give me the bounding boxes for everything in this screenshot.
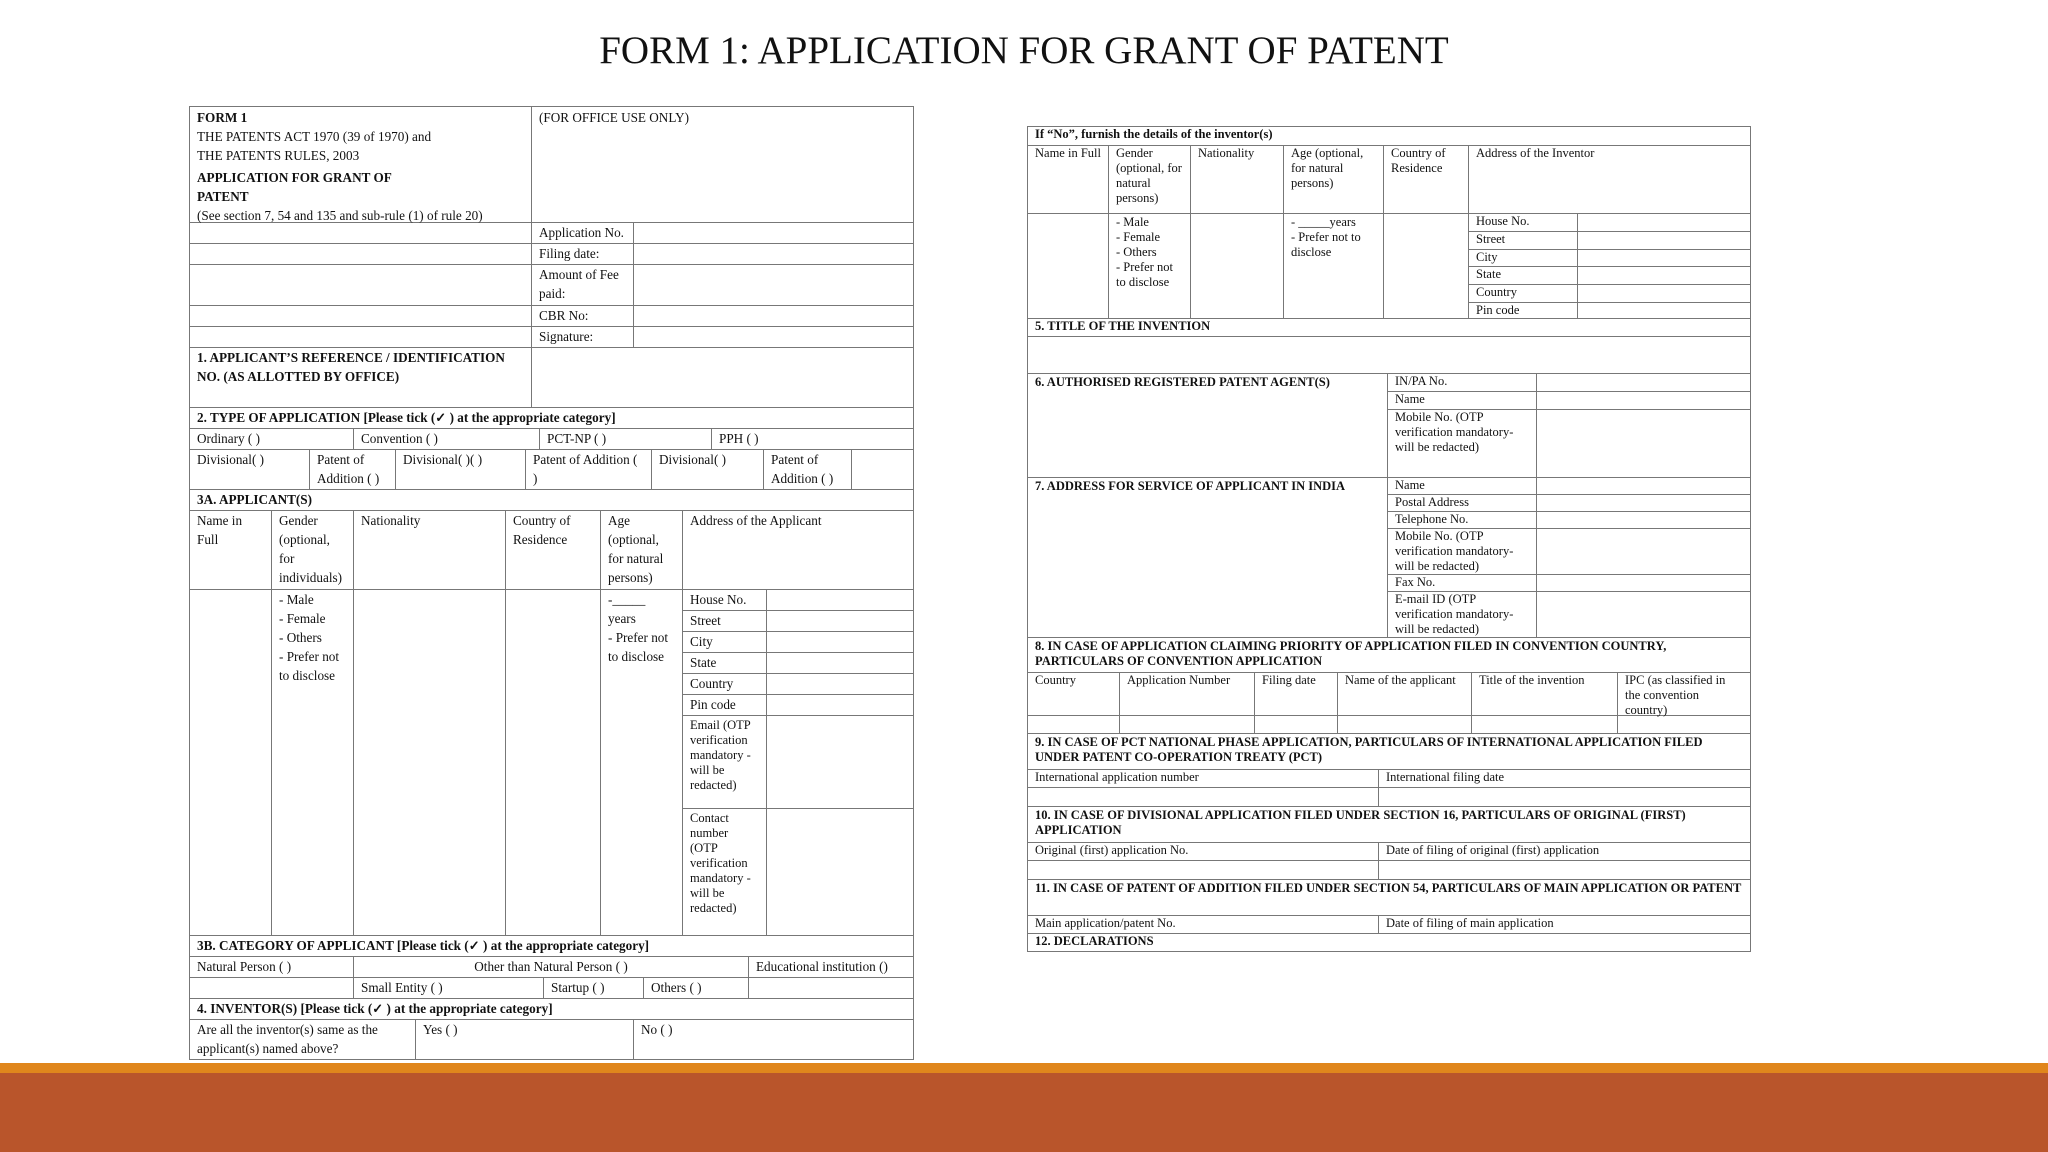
country-field[interactable] [767,674,913,694]
col-header: Title of the invention [1472,673,1618,715]
section-2-label: 2. TYPE OF APPLICATION [Please tick (✓ ) at the appropriate category] [197,410,616,425]
col-header: Application Number [1120,673,1255,715]
service-address-block [1388,478,1750,637]
address-label: City [683,632,767,652]
office-field-label: Signature: [532,327,634,347]
form-page-left [189,106,914,1060]
type-divisional[interactable]: Divisional( ) [190,450,310,489]
form-reference: (See section 7, 54 and 135 and sub-rule (1) of rule 20) [197,208,483,223]
field-label: Mobile No. (OTP verification mandatory-will be redacted) [1388,410,1537,477]
col-header: Name in Full [1028,146,1109,213]
address-label: Street [683,611,767,631]
street-field[interactable] [767,611,913,631]
category-educational[interactable]: Educational institution () [756,959,888,974]
section-9-label: 9. IN CASE OF PCT NATIONAL PHASE APPLICATION, PARTICULARS OF INTERNATIONAL APPLICATION FILED UNDER PATENT CO-OPERATION TREATY (PCT) [1035,735,1703,764]
section-11-label: 11. IN CASE OF PATENT OF ADDITION FILED UNDER SECTION 54, PARTICULARS OF MAIN APPLICATION OR PATENT [1035,881,1742,895]
fax-field[interactable] [1537,575,1750,591]
field-label: Mobile No. (OTP verification mandatory-will be redacted) [1388,529,1537,574]
col-header: IPC (as classified in the convention country) [1625,673,1726,717]
field-label: E-mail ID (OTP verification mandatory-will be redacted) [1388,592,1537,637]
postal-address-field[interactable] [1537,495,1750,511]
section-6-label: 6. AUTHORISED REGISTERED PATENT AGENT(S) [1028,374,1388,477]
section-12-label: 12. DECLARATIONS [1035,934,1154,948]
telephone-field[interactable] [1537,512,1750,528]
state-field[interactable] [767,653,913,673]
applicant-nationality-field[interactable] [354,590,506,935]
slide-title: FORM 1: APPLICATION FOR GRANT OF PATENT [599,29,1449,72]
type-convention[interactable]: Convention ( ) [354,429,540,449]
section-8-label: 8. IN CASE OF APPLICATION CLAIMING PRIORITY OF APPLICATION FILED IN CONVENTION COUNTRY, PARTICULARS OF CONVENTION APPLICATION [1035,639,1667,668]
type-ordinary[interactable]: Ordinary ( ) [190,429,354,449]
section-3a-label: 3A. APPLICANT(S) [197,492,313,507]
state-field[interactable] [1578,267,1750,284]
col-header: Name in Full [190,511,272,589]
street-field[interactable] [1578,232,1750,249]
act-title: THE PATENTS ACT 1970 (39 of 1970) and [197,129,432,144]
inventor-age-options[interactable]: - _____years - Prefer not to disclose [1284,214,1384,318]
section-10-label: 10. IN CASE OF DIVISIONAL APPLICATION FILED UNDER SECTION 16, PARTICULARS OF ORIGINAL (FIRST) APPLICATION [1035,808,1686,837]
in-pa-no-field[interactable] [1537,374,1750,391]
main-filing-date-field[interactable]: Date of filing of main application [1386,916,1554,930]
invention-title-field[interactable] [1028,337,1750,374]
application-no-field[interactable] [634,223,913,243]
type-patent-of-addition[interactable]: Patent of Addition ( ) [526,450,652,489]
conv-title-field[interactable] [1472,716,1618,733]
original-app-no-field[interactable] [1028,861,1379,879]
col-header: International application number [1028,770,1379,787]
agent-mobile-field[interactable] [1537,410,1750,477]
col-header: Gender (optional, for individuals) [272,511,354,589]
original-filing-date-field[interactable] [1379,861,1750,879]
field-label: Postal Address [1388,495,1537,511]
filing-date-field[interactable] [634,244,913,264]
intl-filing-date-field[interactable] [1379,788,1750,806]
address-label: City [1469,250,1578,267]
type-pct-np[interactable]: PCT-NP ( ) [540,429,712,449]
address-label: State [1469,267,1578,284]
col-header: Gender (optional, for natural persons) [1109,146,1191,213]
pin-code-field[interactable] [767,695,913,715]
address-label: Contact number (OTP verification mandatory -will be redacted) [683,809,767,935]
footer-band [0,1073,2048,1152]
conv-app-number-field[interactable] [1120,716,1255,733]
section-5-label: 5. TITLE OF THE INVENTION [1035,319,1211,333]
form-number: FORM 1 [197,110,248,125]
intl-app-number-field[interactable] [1028,788,1379,806]
address-label: Email (OTP verification mandatory -will be redacted) [683,716,767,808]
inventor-question: Are all the inventor(s) same as the applicant(s) named above? [190,1020,416,1059]
form-name-line1: APPLICATION FOR GRANT OF [197,170,392,185]
section-4-label: 4. INVENTOR(S) [Please tick (✓ ) at the appropriate category] [197,1001,553,1016]
service-mobile-field[interactable] [1537,529,1750,574]
col-header: Address of the Inventor [1476,146,1595,160]
signature-field[interactable] [634,327,913,347]
house-no-field[interactable] [767,590,913,610]
form-name-line2: PATENT [197,189,249,204]
field-label: Name [1388,392,1537,409]
form-header [190,107,532,222]
office-field-label: Amount of Fee paid: [532,265,634,305]
address-label: State [683,653,767,673]
cbr-no-field[interactable] [634,306,913,326]
conv-applicant-field[interactable] [1338,716,1472,733]
address-label: House No. [683,590,767,610]
footer-accent-stripe [0,1063,2048,1073]
section-1-label: 1. APPLICANT’S REFERENCE / IDENTIFICATION NO. (AS ALLOTTED BY OFFICE) [190,348,532,407]
contact-number-field[interactable] [767,809,913,935]
field-label: Fax No. [1388,575,1537,591]
inventor-nationality-field[interactable] [1191,214,1284,318]
col-header: International filing date [1386,770,1505,784]
office-field-label: Application No. [532,223,634,243]
col-header: Country [1028,673,1120,715]
applicant-name-field[interactable] [190,590,272,935]
col-header: Name of the applicant [1338,673,1472,715]
col-header: Nationality [354,511,506,589]
city-field[interactable] [767,632,913,652]
address-label: Pin code [683,695,767,715]
pin-code-field[interactable] [1578,303,1750,318]
col-header: Filing date [1255,673,1338,715]
service-name-field[interactable] [1537,478,1750,494]
field-label: Name [1388,478,1537,494]
rules-title: THE PATENTS RULES, 2003 [197,148,360,163]
applicant-residence-field[interactable] [506,590,601,935]
col-header: Country of Residence [506,511,601,589]
address-label: Pin code [1469,303,1578,318]
col-header: Address of the Applicant [690,513,822,528]
address-label: Country [1469,285,1578,302]
col-header: Age (optional, for natural persons) [1284,146,1384,213]
main-app-no-field[interactable]: Main application/patent No. [1028,916,1379,933]
type-patent-of-addition[interactable]: Patent of Addition ( ) [310,450,396,489]
inventor-yes-option[interactable]: Yes ( ) [416,1020,634,1059]
col-header: Country of Residence [1384,146,1469,213]
category-other-than-natural[interactable]: Other than Natural Person ( ) [354,957,749,977]
address-label: Country [683,674,767,694]
applicant-address-block [683,590,913,935]
category-others[interactable]: Others ( ) [644,978,749,998]
office-field-label: CBR No: [532,306,634,326]
type-patent-of-addition[interactable]: Patent of Addition ( ) [764,450,852,489]
address-label: Street [1469,232,1578,249]
inventor-no-option[interactable]: No ( ) [641,1022,673,1037]
category-startup[interactable]: Startup ( ) [544,978,644,998]
email-id-field[interactable] [1537,592,1750,637]
agent-name-field[interactable] [1537,392,1750,409]
inventor-name-field[interactable] [1028,214,1109,318]
type-divisional[interactable]: Divisional( )( ) [396,450,526,489]
address-label: House No. [1469,214,1578,231]
country-field[interactable] [1578,285,1750,302]
office-field-label: Filing date: [532,244,634,264]
email-field[interactable] [767,716,913,808]
type-pph[interactable]: PPH ( ) [719,431,759,446]
if-no-label: If “No”, furnish the details of the inventor(s) [1035,127,1273,141]
applicant-age-options[interactable]: -_____ years - Prefer not to disclose [601,590,683,935]
col-header: Original (first) application No. [1028,843,1379,860]
category-small-entity[interactable]: Small Entity ( ) [354,978,544,998]
conv-filing-date-field[interactable] [1255,716,1338,733]
col-header: Age (optional, for natural persons) [601,511,683,589]
applicant-reference-field[interactable] [532,348,913,407]
field-label: Telephone No. [1388,512,1537,528]
city-field[interactable] [1578,250,1750,267]
agent-block [1388,374,1750,477]
inventor-residence-field[interactable] [1384,214,1469,318]
applicant-gender-options[interactable]: - Male - Female - Others - Prefer not to disclose [272,590,354,935]
conv-country-field[interactable] [1028,716,1120,733]
category-natural-person[interactable]: Natural Person ( ) [190,957,354,977]
fee-paid-field[interactable] [634,265,913,305]
field-label: IN/PA No. [1388,374,1537,391]
house-no-field[interactable] [1578,214,1750,231]
inventor-address-block [1469,214,1750,318]
type-divisional[interactable]: Divisional( ) [652,450,764,489]
office-use-header: (FOR OFFICE USE ONLY) [539,110,689,125]
col-header: Date of filing of original (first) application [1386,843,1600,857]
form-page-right [1027,126,1751,952]
section-3b-label: 3B. CATEGORY OF APPLICANT [Please tick (✓ ) at the appropriate category] [197,938,650,953]
section-7-label: 7. ADDRESS FOR SERVICE OF APPLICANT IN INDIA [1028,478,1388,637]
inventor-gender-options[interactable]: - Male - Female - Others - Prefer not to disclose [1109,214,1191,318]
col-header: Nationality [1191,146,1284,213]
conv-ipc-field[interactable] [1618,716,1750,733]
